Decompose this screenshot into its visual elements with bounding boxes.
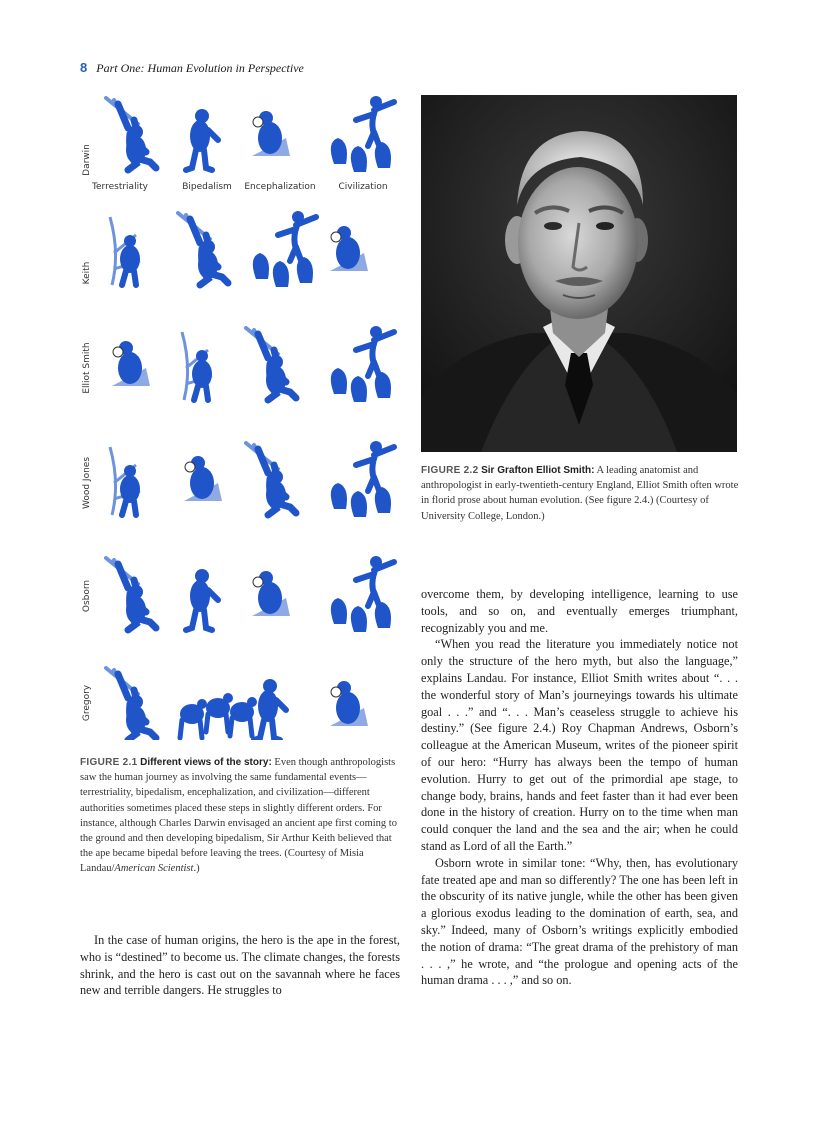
torso — [190, 467, 214, 499]
torso — [258, 582, 282, 614]
torso — [258, 122, 282, 154]
seated-ape — [297, 257, 313, 283]
portrait-photo — [421, 95, 737, 452]
figure-2-2-title: Sir Grafton Elliot Smith: — [481, 465, 595, 476]
figure-2-2-label: FIGURE 2.2 — [421, 465, 479, 476]
seated-ape — [375, 602, 391, 628]
body-right-column — [421, 586, 738, 989]
torso — [192, 360, 212, 388]
figure-2-1-caption-text: Even though anthropologists saw the human journey as involving the same fundamental events—terrestriality, bipedalism, encephalization, and civilization—different authorities sometimes placed these steps in slightly different orders. For instance, although Charles Darwin envisaged an ancient ape first coming to the ground and then developing bipedalism, Sir Arthur Keith believed that the ape became bipedal before leaving the trees. (Courtesy of Misia Landau/ — [80, 757, 397, 875]
torso — [190, 580, 210, 612]
row-label-darwin: Darwin — [82, 144, 92, 176]
seated-ape — [273, 261, 289, 287]
seated-ape — [351, 606, 367, 632]
head — [223, 693, 233, 703]
panel-darwin-3 — [252, 111, 290, 156]
figure-2-1-caption — [80, 755, 400, 877]
head — [247, 697, 257, 707]
seated-ape — [351, 146, 367, 172]
col-label-encephalization: Encephalization — [244, 182, 316, 192]
torso — [120, 475, 140, 503]
panel-wood-jones-2 — [184, 456, 222, 501]
row-label-osborn: Osborn — [82, 579, 92, 613]
panel-keith-4 — [330, 226, 368, 271]
panel-osborn-2 — [186, 569, 218, 630]
head — [197, 699, 207, 709]
seated-ape — [375, 142, 391, 168]
tool — [253, 577, 263, 587]
body-paragraph: overcome them, by developing intelligence, learning to use tools, and so on, and eventually emerges triumphant, recognizably you and me. — [421, 587, 738, 635]
row-label-gregory: Gregory — [82, 684, 92, 722]
panel-elliot-smith-2 — [182, 332, 212, 400]
seated-ape — [375, 487, 391, 513]
panel-wood-jones-3 — [246, 443, 296, 515]
panel-keith-3 — [253, 211, 316, 287]
panel-elliot-smith-1 — [112, 341, 150, 386]
row-label-wood-jones: Wood Jones — [82, 456, 92, 510]
panel-darwin-2 — [186, 109, 218, 170]
torso — [266, 481, 286, 509]
seated-ape — [331, 598, 347, 624]
row-label-elliot-smith: Elliot Smith — [82, 342, 92, 394]
body-paragraph: “When you read the literature you immediately notice not only the structure of the hero myth, but also the language,” explains Landau. For instance, Elliot Smith writes about “. . . the wonderful story of Man’s journeyings towards his ultimate goal . . .” and “. . . Man’s ceaseless struggle to achieve his destiny.” (See figure 2.4.) Roy Chapman Andrews, Osborn’s colleague at the American Museum, writes of the pioneer spirit of our hero: “Hurry has always been the tempo of human evolution. Hurry to get out of the primordial ape stage, to change body, brains, hands and feet faster than it had ever been done in the history of creation. Hurry on to the time when man could conquer the land and the sea and the air; when he could stand as Lord of all the Earth.” — [421, 637, 738, 853]
ape-leaping — [356, 102, 394, 148]
legs — [122, 271, 136, 285]
panel-darwin-4 — [331, 96, 394, 172]
panel-wood-jones-1 — [110, 447, 140, 515]
torso — [266, 366, 286, 394]
panel-keith-2 — [178, 213, 228, 285]
panel-gregory-2 — [180, 693, 257, 738]
tool — [113, 347, 123, 357]
panel-keith-1 — [110, 217, 140, 285]
panel-wood-jones-4 — [331, 441, 394, 517]
tool — [185, 462, 195, 472]
figure-2-1-caption-end: .) — [193, 863, 200, 875]
panel-darwin-1 — [106, 98, 156, 170]
body-left-column — [80, 932, 400, 999]
panel-gregory-1 — [106, 668, 156, 740]
legs — [194, 386, 208, 400]
panel-osborn-4 — [331, 556, 394, 632]
panel-elliot-smith-4 — [331, 326, 394, 402]
running-head — [80, 60, 304, 76]
torso — [126, 136, 146, 164]
running-title: Part One: Human Evolution in Perspective — [96, 61, 304, 75]
panel-elliot-smith-3 — [246, 328, 296, 400]
ape-leaping — [356, 332, 394, 378]
col-label-terrestriality: Terrestriality — [92, 182, 148, 192]
torso — [198, 251, 218, 279]
figure-2-1-caption-source: American Scientist — [114, 863, 194, 875]
torso — [118, 352, 142, 384]
torso — [126, 706, 146, 734]
seated-ape — [253, 253, 269, 279]
seated-ape — [351, 376, 367, 402]
torso — [258, 690, 278, 722]
seated-ape — [331, 138, 347, 164]
tool — [331, 687, 341, 697]
body-paragraph: In the case of human origins, the hero is the ape in the forest, who is “destined” to become us. The climate changes, the forests shrink, and the hero is cast out on the savannah where he faces new and terrible dangers. He struggles to — [80, 933, 400, 998]
legs — [122, 501, 136, 515]
torso — [120, 245, 140, 273]
col-label-civilization: Civilization — [338, 182, 388, 192]
figure-2-2-caption-text: A leading anatomist and anthropologist in early-twentieth-century England, Elliot Smith often wrote in florid prose about human evolution. (See figure 2.4.) (Courtesy of University College, London.) — [421, 465, 739, 522]
ape-leaping — [278, 217, 316, 263]
panel-osborn-1 — [106, 558, 156, 630]
panel-osborn-3 — [252, 571, 290, 616]
figure-2-1-label: FIGURE 2.1 — [80, 757, 138, 768]
seated-ape — [375, 372, 391, 398]
seated-ape — [331, 483, 347, 509]
torso — [190, 120, 210, 152]
figure-2-1 — [80, 88, 405, 740]
row-label-keith: Keith — [82, 261, 92, 285]
seated-ape — [351, 491, 367, 517]
col-label-bipedalism: Bipedalism — [182, 182, 232, 192]
body-paragraph: Osborn wrote in similar tone: “Why, then, has evolutionary fate treated ape and man so differently? The one has been left in the obscurity of its native jungle, while the other has been given a glorious exodus leading to the domination of earth, sea, and sky.” Indeed, many of Osborn’s writings explicitly embodied the notion of drama: “The great drama of the prehistory of man . . . ,” he wrote, and “the prologue and opening acts of the human drama . . . ,” and so on. — [421, 855, 738, 988]
page-number: 8 — [80, 60, 88, 75]
ape-leaping — [356, 447, 394, 493]
seated-ape — [331, 368, 347, 394]
panel-gregory-3 — [254, 679, 286, 740]
portrait-illustration — [421, 95, 737, 452]
figure-2-1-title: Different views of the story: — [140, 757, 272, 768]
panel-gregory-4 — [330, 681, 368, 726]
figure-2-2-caption — [421, 463, 739, 524]
tool — [253, 117, 263, 127]
tool — [331, 232, 341, 242]
torso — [336, 692, 360, 724]
torso — [336, 237, 360, 269]
torso — [126, 596, 146, 624]
ape-leaping — [356, 562, 394, 608]
